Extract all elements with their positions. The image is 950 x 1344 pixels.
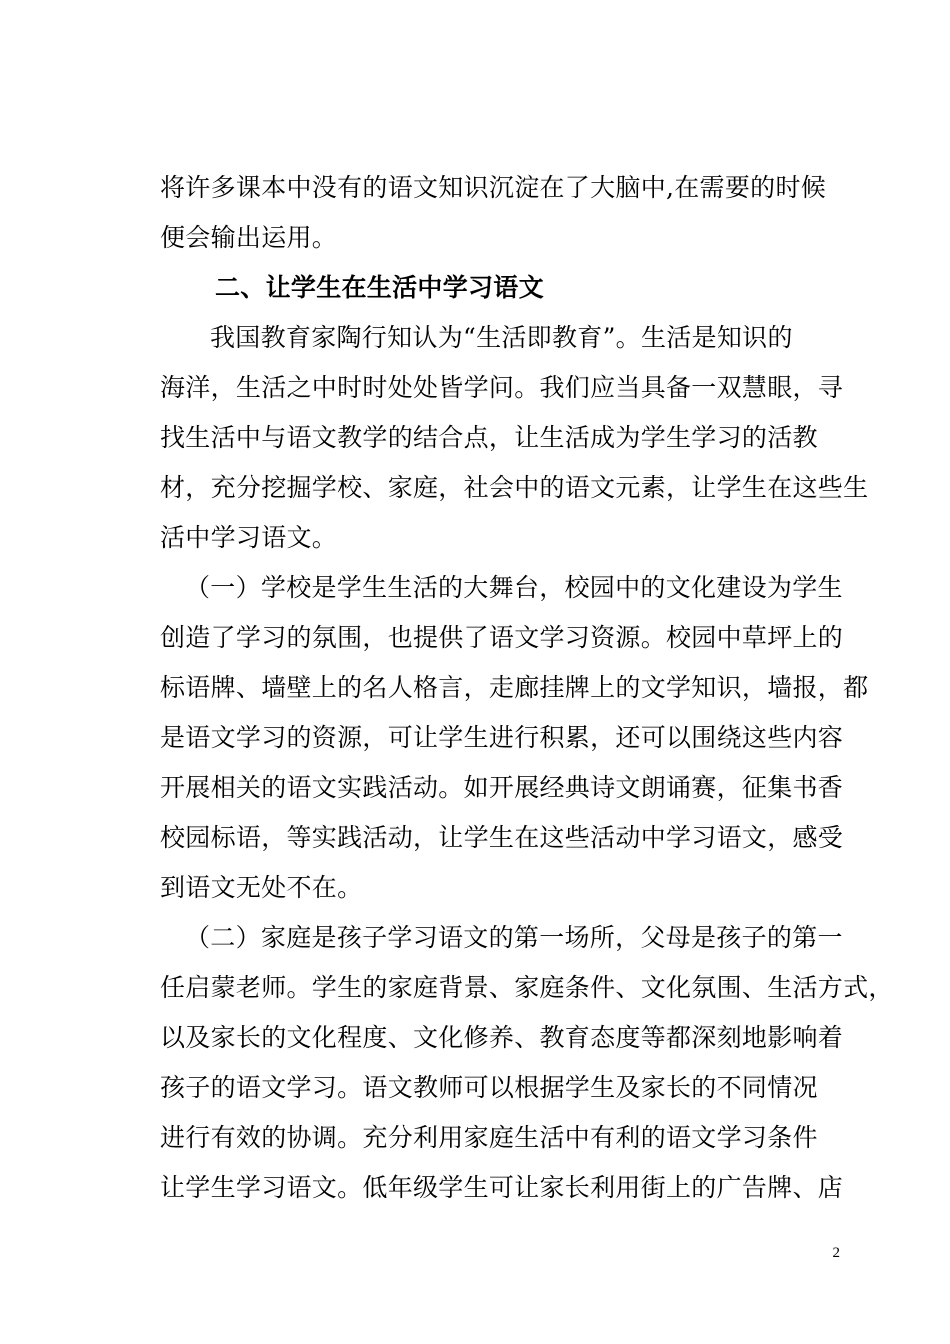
paragraph-line: 孩子的语文学习。语文教师可以根据学生及家长的不同情况 [160, 1073, 818, 1102]
paragraph-line: 任启蒙老师。学生的家庭背景、家庭条件、文化氛围、生活方式， [160, 973, 894, 1002]
paragraph-line: 到语文无处不在。 [160, 873, 363, 902]
paragraph-line: 创造了学习的氛围，也提供了语文学习资源。校园中草坪上的 [160, 623, 844, 652]
paragraph-line: 我国教育家陶行知认为“生活即教育”。生活是知识的 [210, 323, 793, 352]
section-heading: 二、让学生在生活中学习语文 [215, 273, 544, 302]
paragraph-line: 海洋，生活之中时时处处皆学问。我们应当具备一双慧眼，寻 [160, 373, 844, 402]
paragraph-line: 标语牌、墙壁上的名人格言，走廊挂牌上的文学知识，墙报，都 [160, 673, 869, 702]
paragraph-line: 是语文学习的资源，可让学生进行积累，还可以围绕这些内容 [160, 723, 844, 752]
paragraph-line: 活中学习语文。 [160, 523, 338, 552]
paragraph-line: 便会输出运用。 [160, 223, 338, 252]
page-number: 2 [832, 1245, 840, 1261]
paragraph-line: 让学生学习语文。低年级学生可让家长利用街上的广告牌、店 [160, 1173, 844, 1202]
paragraph-line: （一）学校是学生生活的大舞台，校园中的文化建设为学生 [185, 573, 843, 602]
paragraph-line: 开展相关的语文实践活动。如开展经典诗文朗诵赛，征集书香 [160, 773, 844, 802]
paragraph-line: （二）家庭是孩子学习语文的第一场所，父母是孩子的第一 [185, 923, 843, 952]
paragraph-line: 以及家长的文化程度、文化修养、教育态度等都深刻地影响着 [160, 1023, 844, 1052]
paragraph-line: 校园标语，等实践活动，让学生在这些活动中学习语文，感受 [160, 823, 844, 852]
paragraph-line: 找生活中与语文教学的结合点，让生活成为学生学习的活教 [160, 423, 818, 452]
paragraph-line: 将许多课本中没有的语文知识沉淀在了大脑中,在需要的时候 [160, 173, 827, 202]
paragraph-line: 进行有效的协调。充分利用家庭生活中有利的语文学习条件 [160, 1123, 818, 1152]
paragraph-line: 材，充分挖掘学校、家庭，社会中的语文元素，让学生在这些生 [160, 473, 869, 502]
